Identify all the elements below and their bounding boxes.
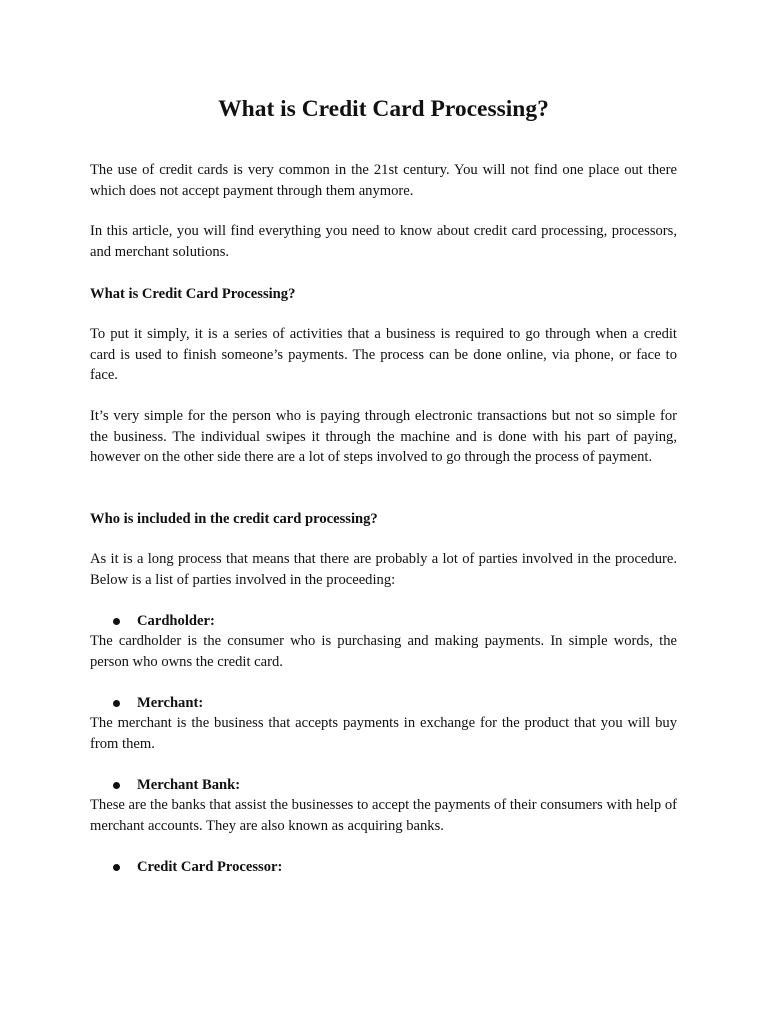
party-label-merchant-bank: Merchant Bank: (137, 777, 241, 793)
party-label-merchant: Merchant: (137, 695, 204, 711)
document-page (90, 0, 677, 1024)
party-description-cardholder: The cardholder is the consumer who is purchasing and making payments. In simple words, the person who owns the credit card. (90, 633, 677, 670)
section-heading-who-is-included: Who is included in the credit card processing? (90, 511, 378, 527)
bullet-icon (113, 864, 120, 871)
bullet-icon (113, 618, 120, 625)
bullet-icon (113, 700, 120, 707)
section-heading-what-is: What is Credit Card Processing? (90, 286, 296, 302)
section1-paragraph-1: To put it simply, it is a series of activities that a business is required to go through when a credit card is used to finish someone’s payments. The process can be done online, via phone, or face to face. (90, 326, 677, 384)
list-item (112, 693, 203, 714)
list-item (112, 857, 282, 878)
list-item (112, 611, 215, 632)
section1-paragraph-2: It’s very simple for the person who is paying through electronic transactions but not so simple for the business. The individual swipes it through the machine and is done with his part of paying, however on the other side there are a lot of steps involved to go through the process of payment. (90, 408, 677, 466)
intro-paragraph-1: The use of credit cards is very common in the 21st century. You will not find one place out there which does not accept payment through them anymore. (90, 162, 677, 199)
party-description-merchant: The merchant is the business that accepts payments in exchange for the product that you will buy from them. (90, 715, 677, 752)
party-label-credit-card-processor: Credit Card Processor: (137, 859, 283, 875)
section2-paragraph-1: As it is a long process that means that there are probably a lot of parties involved in the procedure. Below is a list of parties involved in the proceeding: (90, 551, 677, 588)
bullet-icon (113, 782, 120, 789)
list-item (112, 775, 240, 796)
party-label-cardholder: Cardholder: (137, 613, 215, 629)
intro-paragraph-2: In this article, you will find everything you need to know about credit card processing, processors, and merchant solutions. (90, 223, 677, 260)
party-description-merchant-bank: These are the banks that assist the businesses to accept the payments of their consumers with help of merchant accounts. They are also known as acquiring banks. (90, 797, 677, 834)
document-title: What is Credit Card Processing? (218, 96, 549, 122)
